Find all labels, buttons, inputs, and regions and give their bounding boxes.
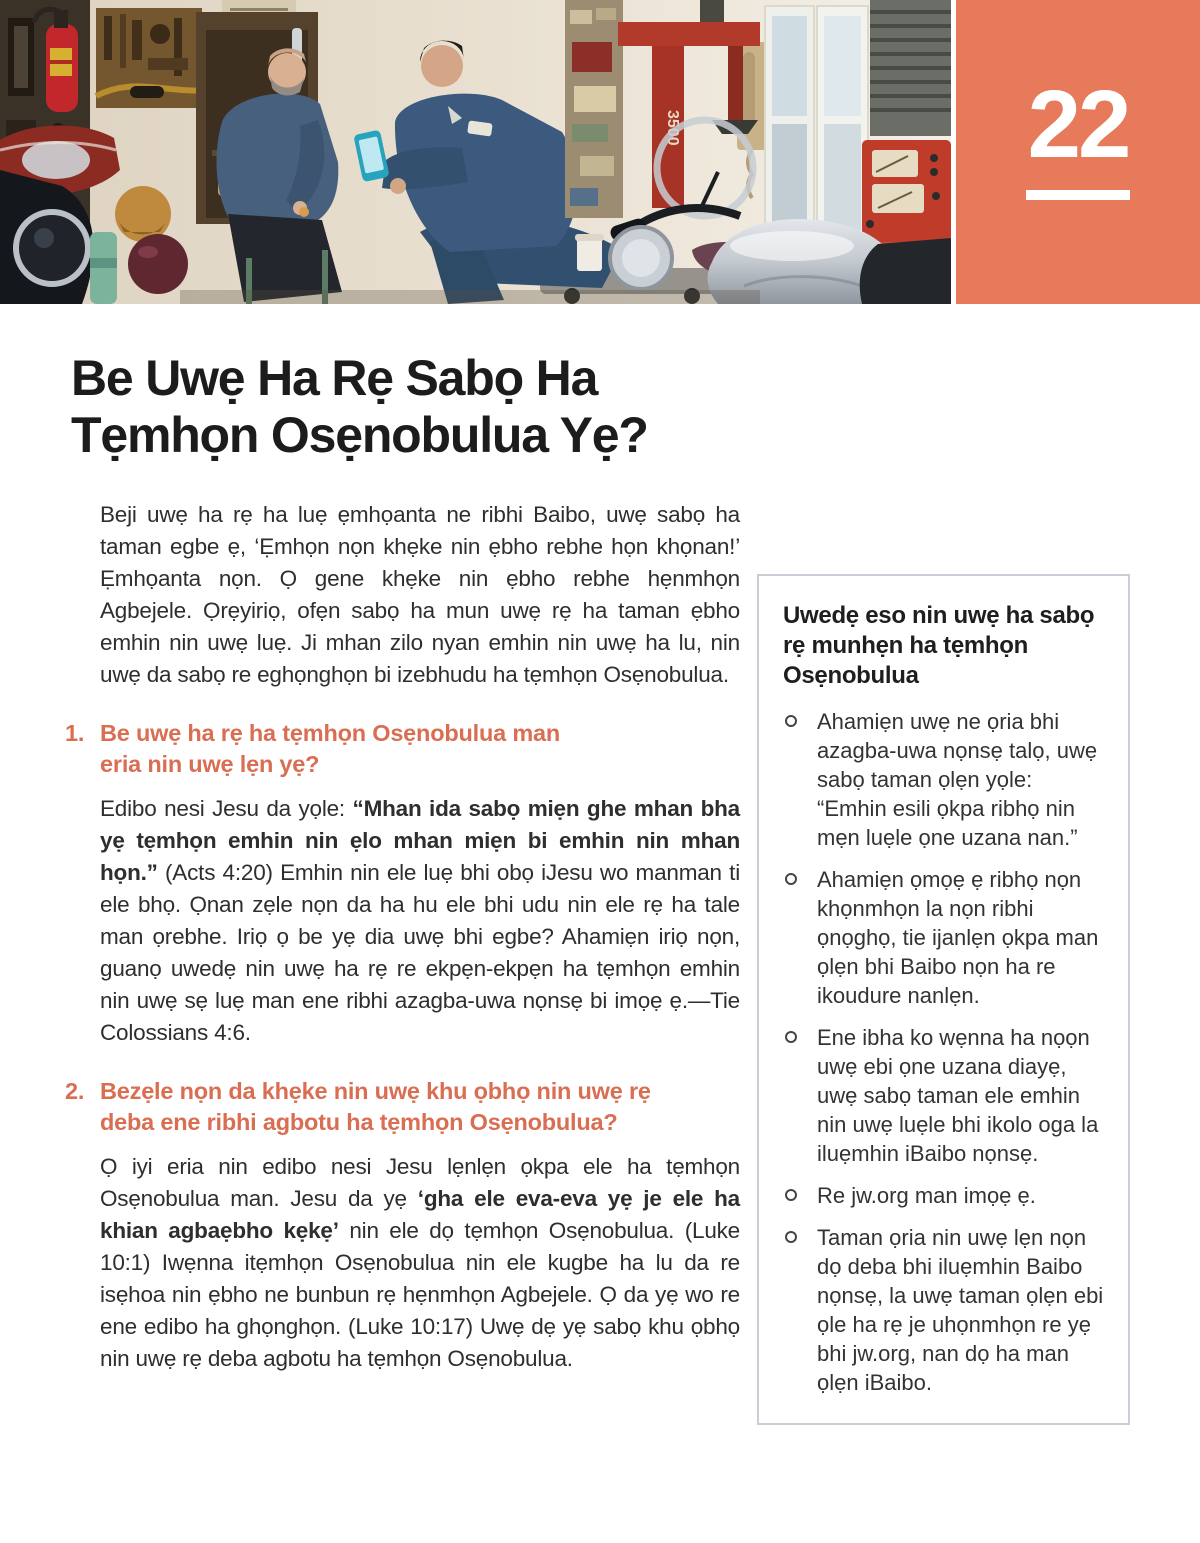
sidebar-bullet-text: Ene ibha ko wẹnna ha nọọn uwẹ ebi ọne uzana diayẹ, uwẹ sabọ taman ele emhin nin uwẹ luẹle bhi ikolo oga la iluẹmhin iBaibo nọnsẹ. bbox=[817, 1025, 1099, 1166]
floor-shadow bbox=[180, 290, 760, 304]
question-2-heading-line-1: Bezẹle nọn da khẹke nin uwẹ khu ọbhọ nin uwẹ rẹ bbox=[100, 1078, 651, 1104]
main-column bbox=[65, 499, 740, 1375]
page-title bbox=[71, 350, 648, 464]
sticker-cabinet bbox=[565, 0, 623, 218]
study-aid-box bbox=[757, 574, 1130, 1425]
sidebar-bullet-item bbox=[783, 865, 1106, 1010]
paragraph-text: nin ele dọ tẹmhọn Osẹnobulua. (Luke 10:1) Iwẹnna itẹmhọn Osẹnobulua nin ele kugbe ha lu da re isẹhoa nin ẹbho ne bunbun rẹ hẹnmhọn Agbejele. Ọ da yẹ wo re ene edibo ha ghọnghọn. (Luke 10:17) Uwẹ dẹ yẹ sabọ khu ọbhọ nin uwẹ rẹ deba agbotu ha tẹmhọn Osẹnobulua. bbox=[100, 1218, 740, 1371]
intro-paragraph: Beji uwẹ ha rẹ ha luẹ ẹmhọanta ne ribhi Baibo, uwẹ sabọ ha taman egbe ẹ, ‘Ẹmhọn nọn khẹke nin ẹbho rebhe họn khọnan!’ Ẹmhọanta nọn. Ọ gene khẹke nin ẹbho rebhe hẹnmhọn Agbejele. Ọrẹyiriọ, ofẹn sabọ ha mun uwẹ rẹ ha taman ẹbho emhin nin uwẹ luẹ. Ji mhan zilo nyan emhin nin uwẹ ha lu, nin uwẹ da sabọ re eghọnghọn bi izebhudu ha tẹmhọn Osẹnobulua. bbox=[100, 502, 740, 687]
sidebar-bullet-text: Taman ọria nin uwẹ lẹn nọn dọ deba bhi iluẹmhin Baibo nọnsẹ, la uwẹ taman ọlẹn ebi ọle ha rẹ je uhọnmhọn re yẹ bhi jw.org, nan dọ ha man ọlẹn iBaibo. bbox=[817, 1225, 1104, 1395]
lesson-number: 22 bbox=[1027, 71, 1129, 178]
paragraph-text: Edibo nesi Jesu da yọle: bbox=[100, 796, 353, 821]
bullet-circle-icon bbox=[785, 1031, 797, 1043]
coffee-cup bbox=[575, 234, 604, 271]
sidebar-bullet-text: Re jw.org man imọẹ ẹ. bbox=[817, 1183, 1036, 1208]
paragraph-text: (Acts 4:20) Emhin nin ele luẹ bhi obọ iJesu wo manman ti ele bhọ. Ọnan zẹle nọn da ha hu ele bhi udu nin ele rẹ ha tale man ọrebhe. Iriọ ọ be yẹ dia uwẹ bhi egbe? Ahamiẹn iriọ nọn, guanọ uwedẹ nin uwẹ ha rẹ re ekpẹn-ekpẹn ha tẹmhọn emhin nin uwẹ sẹ luẹ man ene ribhi azagba-uwa nọnsẹ bi imọẹ ẹ.—Tie Colossians 4:6. bbox=[100, 860, 740, 1045]
lesson-number-badge bbox=[956, 0, 1200, 304]
glass-doors bbox=[765, 6, 868, 238]
paragraph-text: Ọ iyi eria nin edibo nesi Jesu lẹnlẹn ọkpa ele ha tẹmhọn Osẹnobulua man. Jesu da yẹ bbox=[100, 1154, 740, 1211]
svg-text:3500: 3500 bbox=[664, 110, 681, 146]
study-aid-box-title: Uwedẹ eso nin uwẹ ha sabọ rẹ munhẹn ha tẹmhọn Osẹnobulua bbox=[783, 602, 1095, 689]
sidebar-bullet-text: Ahamiẹn uwẹ ne ọria bhi azagba-uwa nọnsẹ talọ, uwẹ sabọ taman ọlẹn yọle: “Emhin esili ọkpa ribhọ nin mẹn luẹle ọne uzana nan.” bbox=[817, 709, 1098, 850]
window-blinds bbox=[870, 0, 951, 136]
question-1-heading-line-1: Be uwẹ ha rẹ ha tẹmhọn Osẹnobulua man bbox=[100, 720, 561, 746]
sidebar-bullet-item bbox=[783, 1023, 1106, 1168]
bullet-circle-icon bbox=[785, 715, 797, 727]
bullet-circle-icon bbox=[785, 1189, 797, 1201]
question-2-number: 2. bbox=[65, 1078, 85, 1104]
lesson-photo bbox=[0, 0, 951, 304]
bullet-circle-icon bbox=[785, 873, 797, 885]
question-1-heading bbox=[65, 718, 740, 780]
question-2-heading bbox=[65, 1076, 740, 1138]
sidebar-bullet-item bbox=[783, 1223, 1106, 1397]
sidebar-bullet-item bbox=[783, 1181, 1106, 1210]
question-2-heading-line-2: deba ene ribhi agbotu ha tẹmhọn Osẹnobulua? bbox=[100, 1109, 618, 1135]
title-line-2: Tẹmhọn Osẹnobulua Yẹ? bbox=[71, 407, 648, 463]
lesson-number-underline bbox=[1026, 190, 1130, 200]
sidebar-bullet-text: Ahamiẹn ọmọẹ ẹ ribhọ nọn khọnmhọn la nọn ribhi ọnọghọ, tie ijanlẹn ọkpa man ọlẹn bhi Baibo nọn ha re ikoudure nanlẹn. bbox=[817, 867, 1099, 1008]
sidebar-bullet-list bbox=[783, 707, 1106, 1397]
title-line-1: Be Uwẹ Ha Rẹ Sabọ Ha bbox=[71, 350, 598, 406]
bullet-circle-icon bbox=[785, 1231, 797, 1243]
question-1-paragraph bbox=[100, 793, 740, 1049]
question-1-number: 1. bbox=[65, 720, 85, 746]
scripture-quote-bold: “Mhan ida sabọ miẹn ghe mhan bha yẹ tẹmhọn emhin nin ẹlo mhan miẹn bi emhin nin mhan họn.” bbox=[100, 796, 740, 885]
garage-scene-illustration bbox=[0, 0, 951, 304]
sidebar-bullet-item bbox=[783, 707, 1106, 852]
scripture-quote-bold: ‘gha ele eva-eva yẹ je ele ha khian agbaẹbho kẹkẹ’ bbox=[100, 1186, 740, 1243]
question-2-paragraph bbox=[100, 1151, 740, 1375]
question-1-heading-line-2: eria nin uwẹ lẹn yẹ? bbox=[100, 751, 320, 777]
